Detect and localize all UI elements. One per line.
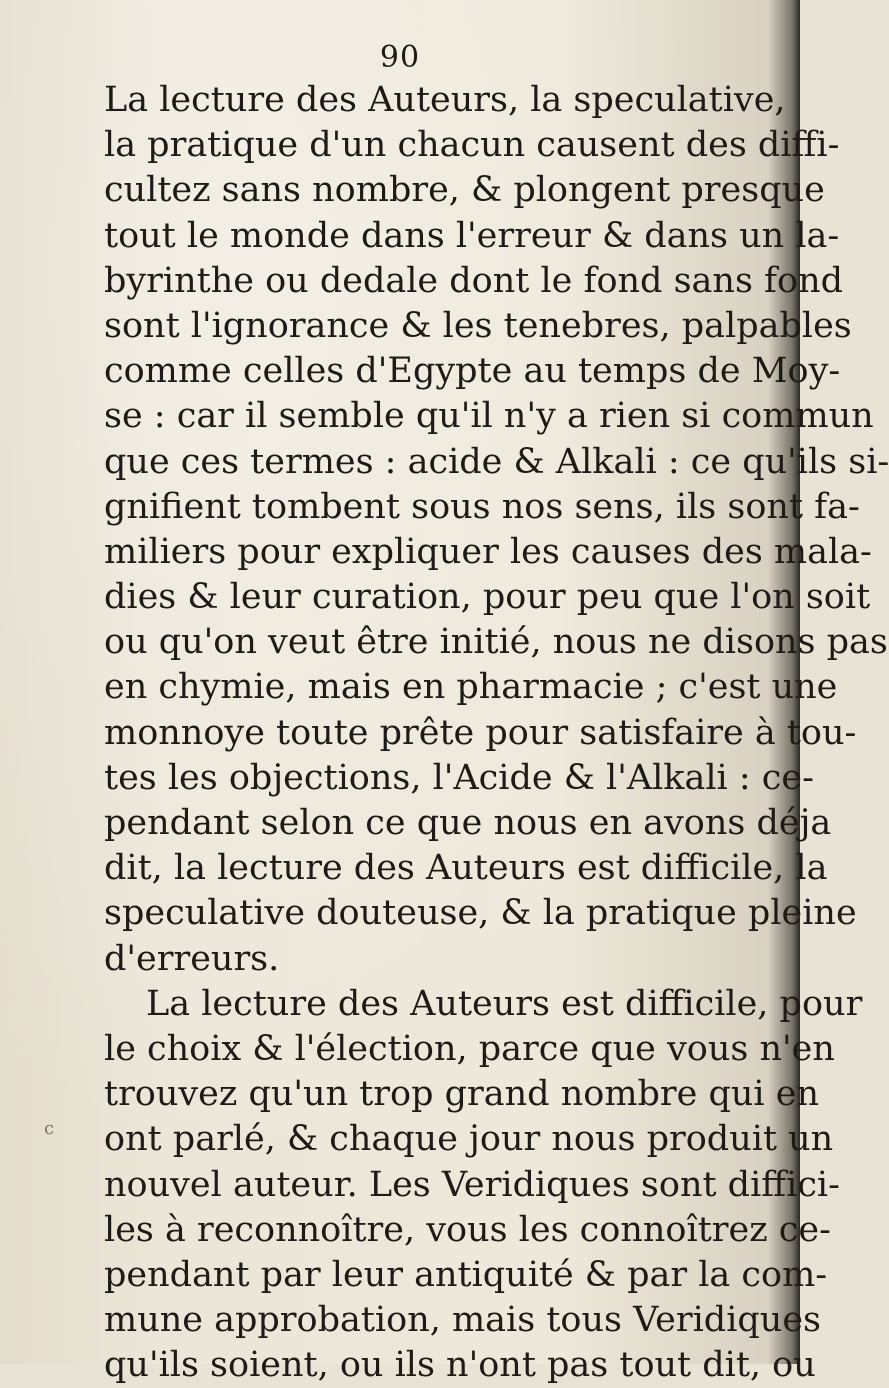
text-line: qu'ils soient, ou ils n'ont pas tout dit, ou bbox=[104, 1345, 816, 1386]
text-line: nouvel auteur. Les Veridiques sont diffici- bbox=[104, 1164, 840, 1205]
text-line: mune approbation, mais tous Veridiques bbox=[104, 1300, 822, 1341]
text-line: le choix & l'élection, parce que vous n'en bbox=[104, 1028, 835, 1069]
text-line: tes les objections, l'Acide & l'Alkali : ce- bbox=[104, 757, 814, 798]
body-text bbox=[104, 78, 889, 1388]
text-line: ou qu'on veut être initié, nous ne disons pas bbox=[104, 622, 888, 663]
text-line: dit, la lecture des Auteurs est difficile, la bbox=[104, 848, 828, 889]
text-line: les à reconnoître, vous les connoîtrez ce- bbox=[104, 1209, 831, 1250]
text-line: ont parlé, & chaque jour nous produit un bbox=[104, 1119, 834, 1160]
text-line: en chymie, mais en pharmacie ; c'est une bbox=[104, 667, 838, 708]
text-line: miliers pour expliquer les causes des mala- bbox=[104, 531, 872, 572]
text-line: cultez sans nombre, & plongent presque bbox=[104, 170, 825, 211]
text-line: que ces termes : acide & Alkali : ce qu'ils si- bbox=[104, 441, 889, 482]
text-line: gnifient tombent sous nos sens, ils sont fa- bbox=[104, 486, 860, 527]
text-line: pendant selon ce que nous en avons déja bbox=[104, 803, 832, 843]
text-line: pendant par leur antiquité & par la com- bbox=[104, 1254, 828, 1295]
text-line: byrinthe ou dedale dont le fond sans fond bbox=[104, 260, 844, 301]
text-line: La lecture des Auteurs, la speculative, bbox=[104, 80, 786, 120]
text-line: sont l'ignorance & les tenebres, palpables bbox=[104, 305, 852, 346]
text-line: dies & leur curation, pour peu que l'on soit bbox=[104, 577, 871, 618]
text-line: monnoye toute prête pour satisfaire à tou- bbox=[104, 712, 857, 753]
margin-mark: c bbox=[44, 1118, 55, 1139]
text-line: la pratique d'un chacun causent des diffi- bbox=[104, 125, 840, 166]
paragraph-start-line: La lecture des Auteurs est difficile, pour bbox=[146, 983, 863, 1024]
text-line: comme celles d'Egypte au temps de Moy- bbox=[104, 351, 841, 392]
text-line: tout le monde dans l'erreur & dans un la- bbox=[104, 215, 840, 256]
paragraph-end-line: d'erreurs. bbox=[104, 938, 280, 979]
text-line: speculative douteuse, & la pratique pleine bbox=[104, 893, 857, 934]
page-number: 90 bbox=[379, 40, 421, 75]
text-line: trouvez qu'un trop grand nombre qui en bbox=[104, 1074, 820, 1115]
text-line: se : car il semble qu'il n'y a rien si commun bbox=[104, 396, 874, 437]
